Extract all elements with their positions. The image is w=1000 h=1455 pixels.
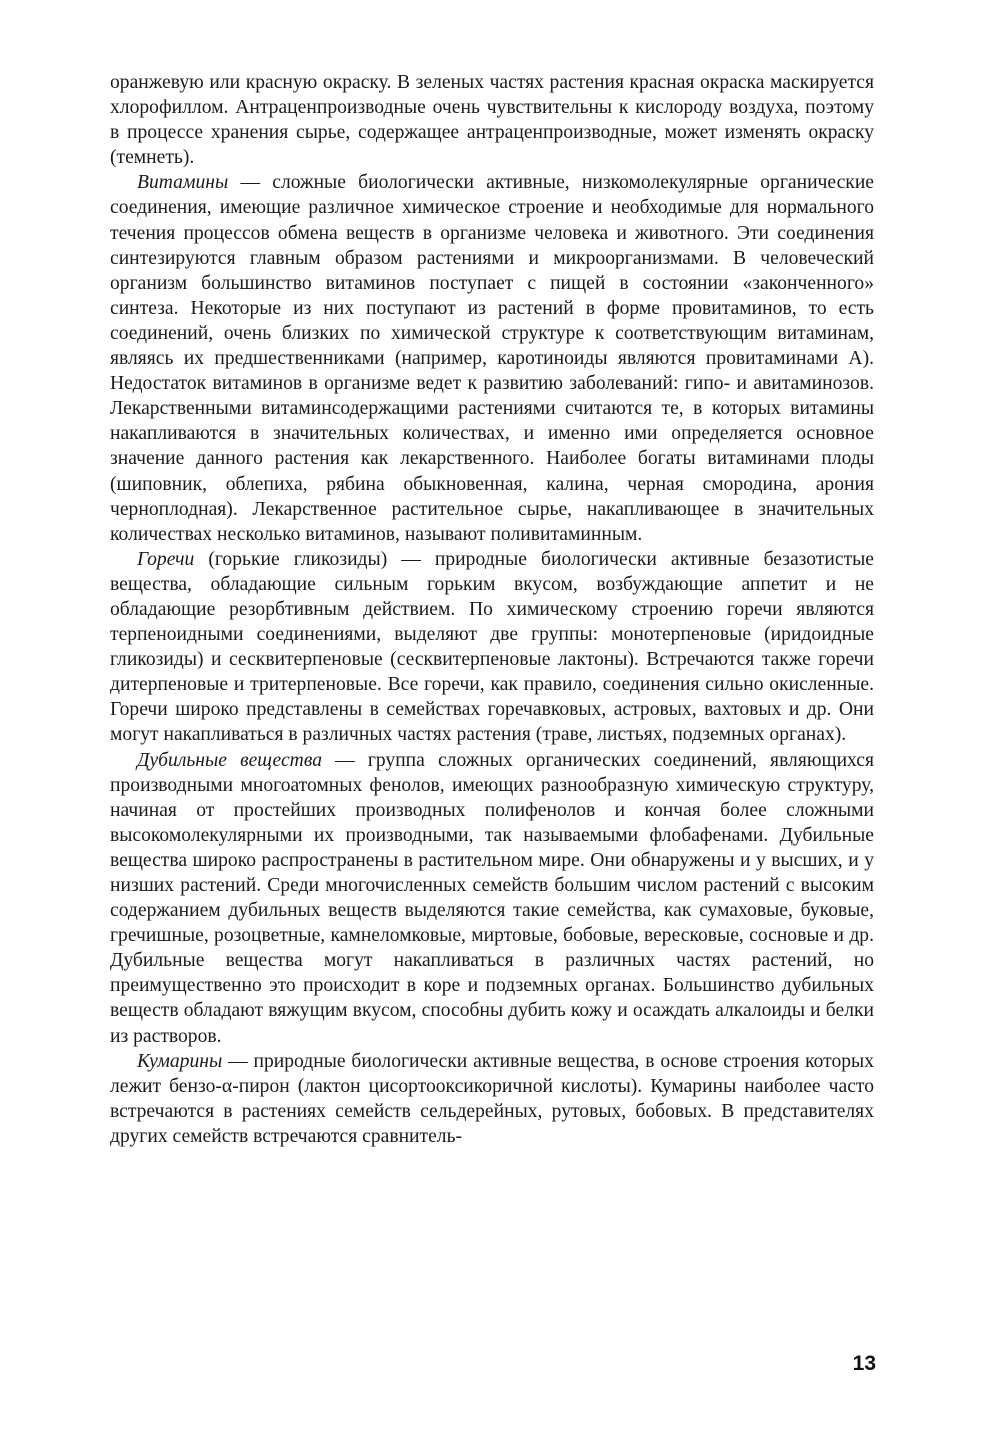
paragraph-text: (горькие гликозиды) — природные биологически активные безазотистые вещества, обладающие сильным горьким вкусом, возбуждающие аппетит и не обладающие резорбтивным действием. По химическому строению горечи являются терпеноидными соединениями, выделяют две группы: монотерпеновые (иридоидные гликозиды) и сесквитерпеновые (сесквитерпеновые лактоны). Встречаются также горечи дитерпеновые и тритерпеновые. Все горечи, как правило, соединения сильно окисленные. Горечи широко представлены в семействах горечавковых, астровых, вахтовых и др. Они могут накапливаться в различных частях растения (траве, листьях, подземных органах). [110,548,874,746]
term-tannins: Дубильные вещества [137,749,323,771]
paragraph-bitters [110,547,874,748]
paragraph-anthracene-continuation [110,70,874,170]
paragraph-text: — природные биологически активные вещества, в основе строения которых лежит бензо-α-пирон (лактон цисортооксикоричной кислоты). Кумарины наиболее часто встречаются в растениях семейств сельдерейных, рутовых, бобовых. В представителях других семейств встречаются сравнитель- [110,1050,874,1147]
paragraph-text: оранжевую или красную окраску. В зеленых частях растения красная окраска маскируется хлорофиллом. Антраценпроизводные очень чувствительны к кислороду воздуха, поэтому в процессе хранения сырье, содержащее антраценпроизводные, может изменять окраску (темнеть). [110,72,874,169]
term-vitamins: Витамины [137,172,229,194]
paragraph-text: — группа сложных органических соединений, являющихся производными многоатомных фенолов, имеющих разнообразную химическую структуру, начиная от простейших производных полифенолов и кончая более сложными высокомолекулярными их производными, так называемыми флобафенами. Дубильные вещества широко распространены в растительном мире. Они обнаружены и у высших, и у низших растений. Среди многочисленных семейств большим числом растений с высоким содержанием дубильных веществ выделяются такие семейства, как сумаховые, буковые, гречишные, розоцветные, камнеломковые, миртовые, бобовые, вересковые, сосновые и др. Дубильные вещества могут накапливаться в различных частях растений, но преимущественно это происходит в коре и подземных органах. Большинство дубильных веществ обладают вяжущим вкусом, способны дубить кожу и осаждать алкалоиды и белки из растворов. [110,749,875,1047]
paragraph-vitamins [110,170,874,546]
paragraph-coumarins [110,1049,874,1149]
term-bitters: Горечи [137,548,195,570]
page-body [110,70,874,1149]
term-coumarins: Кумарины [137,1050,223,1072]
page-number: 13 [852,1352,876,1375]
paragraph-tannins [110,748,874,1049]
paragraph-text: — сложные биологически активные, низкомолекулярные органические соединения, имеющие различное химическое строение и необходимые для нормального течения процессов обмена веществ в организме человека и животного. Эти соединения синтезируются главным образом растениями и микроорганизмами. В человеческий организм большинство витаминов поступает с пищей в состоянии «законченного» синтеза. Некоторые из них поступают из растений в форме провитаминов, то есть соединений, очень близких по химической структуре к соответствующим витаминам, являясь их предшественниками (например, каротиноиды являются провитаминами А). Недостаток витаминов в организме ведет к развитию заболеваний: гипо- и авитаминозов. Лекарственными витаминсодержащими растениями считаются те, в которых витамины накапливаются в значительных количествах, и именно ими определяется основное значение данного растения как лекарственного. Наиболее богаты витаминами плоды (шиповник, облепиха, рябина обыкновенная, калина, черная смородина, арония черноплодная). Лекарственное растительное сырье, накапливающее в значительных количествах несколько витаминов, называют поливитаминным. [110,172,874,545]
